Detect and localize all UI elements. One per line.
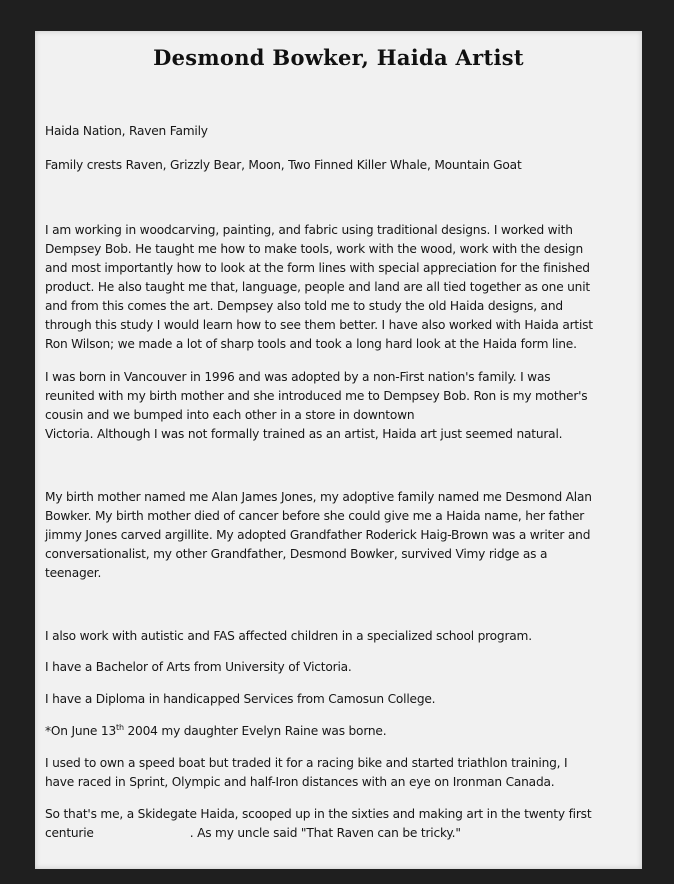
- paragraph-line: jimmy Jones carved argillite. My adopted Grandfather Roderick Haig-Brown was a writer and: [45, 528, 591, 542]
- paragraph-line: My birth mother named me Alan James Jones, my adoptive family named me Desmond Alan: [45, 490, 592, 504]
- paragraph-line: have raced in Sprint, Olympic and half-Iron distances with an eye on Ironman Canada.: [45, 775, 555, 789]
- paragraph-line: and most importantly how to look at the form lines with special appreciation for the finished: [45, 261, 590, 275]
- closing-word: centurie: [45, 826, 94, 840]
- fact-line: I have a Diploma in handicapped Services from Camosun College.: [45, 692, 436, 706]
- paragraph-line: Ron Wilson; we made a lot of sharp tools and took a long hard look at the Haida form line.: [45, 337, 577, 351]
- document-title: Desmond Bowker, Haida Artist: [153, 45, 524, 70]
- document-page: [35, 31, 642, 869]
- paragraph-line: Victoria. Although I was not formally trained as an artist, Haida art just seemed natural.: [45, 427, 563, 441]
- fact-line: I also work with autistic and FAS affected children in a specialized school program.: [45, 629, 532, 643]
- paragraph-line: Dempsey Bob. He taught me how to make tools, work with the wood, work with the design: [45, 242, 583, 256]
- paragraph-line: conversationalist, my other Grandfather, Desmond Bowker, survived Vimy ridge as a: [45, 547, 548, 561]
- paragraph-line: I was born in Vancouver in 1996 and was adopted by a non-First nation's family. I was: [45, 370, 551, 384]
- paragraph-line: product. He also taught me that, language, people and land are all tied together as one unit: [45, 280, 590, 294]
- daughter-text-start: *On June 13: [45, 724, 117, 738]
- paragraph-line: and from this comes the art. Dempsey also told me to study the old Haida designs, and: [45, 299, 563, 313]
- paragraph-line: I am working in woodcarving, painting, and fabric using traditional designs. I worked with: [45, 223, 573, 237]
- fact-line: I have a Bachelor of Arts from University of Victoria.: [45, 660, 352, 674]
- daughter-line: [45, 724, 386, 738]
- paragraph-line: teenager.: [45, 566, 102, 580]
- paragraph-line: reunited with my birth mother and she introduced me to Dempsey Bob. Ron is my mother's: [45, 389, 588, 403]
- paragraph-line: I used to own a speed boat but traded it for a racing bike and started triathlon training, I: [45, 756, 568, 770]
- crests-line: Family crests Raven, Grizzly Bear, Moon, Two Finned Killer Whale, Mountain Goat: [45, 158, 522, 172]
- nation-line: Haida Nation, Raven Family: [45, 124, 208, 138]
- closing-quote: . As my uncle said "That Raven can be tricky.": [189, 826, 461, 840]
- paragraph-line: through this study I would learn how to see them better. I have also worked with Haida artist: [45, 318, 593, 332]
- paragraph-line: cousin and we bumped into each other in a store in downtown: [45, 408, 415, 422]
- daughter-text-end: 2004 my daughter Evelyn Raine was borne.: [123, 724, 387, 738]
- closing-line-2: [45, 826, 461, 840]
- paragraph-line: Bowker. My birth mother died of cancer before she could give me a Haida name, her father: [45, 509, 585, 523]
- closing-line: So that's me, a Skidegate Haida, scooped up in the sixties and making art in the twenty first: [45, 807, 592, 821]
- ordinal-suffix: th: [116, 722, 124, 732]
